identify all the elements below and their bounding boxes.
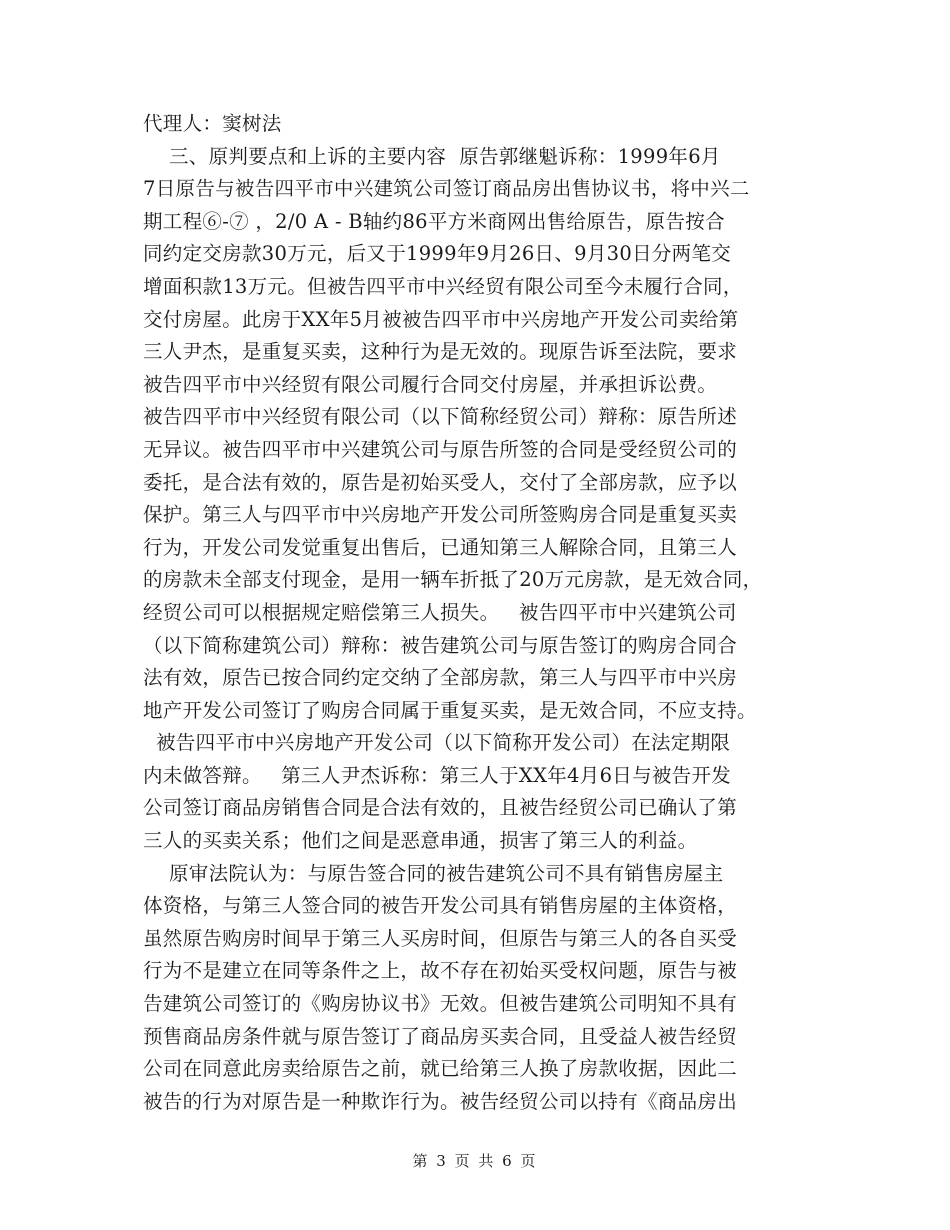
text-line: 法有效，原告已按合同约定交纳了全部房款，第三人与四平市中兴房 (143, 666, 738, 690)
text-line: 7日原告与被告四平市中兴建筑公司签订商品房出售协议书，将中兴二 (143, 177, 750, 201)
text-line: 行为不是建立在同等条件之上，故不存在初始买受权问题，原告与被 (143, 959, 738, 983)
text-line: 被告四平市中兴经贸有限公司履行合同交付房屋，并承担诉讼费。 (143, 372, 718, 396)
text-line: 公司在同意此房卖给原告之前，就已给第三人换了房款收据，因此二 (143, 1057, 738, 1081)
text-line: 行为，开发公司发觉重复出售后，已通知第三人解除合同，且第三人 (143, 535, 738, 559)
text-line: 三人尹杰，是重复买卖，这种行为是无效的。现原告诉至法院，要求 (143, 340, 738, 364)
text-line: 的房款未全部支付现金，是用一辆车折抵了20万元房款，是无效合同， (143, 568, 763, 592)
text-line: 同约定交房款30万元，后又于1999年9月26日、9月30日分两笔交 (143, 242, 732, 266)
text-line: 告建筑公司签订的《购房协议书》无效。但被告建筑公司明知不具有 (143, 992, 738, 1016)
text-line: 无异议。被告四平市中兴建筑公司与原告所签的合同是受经贸公司的 (143, 437, 738, 461)
text-line: （以下简称建筑公司）辩称：被告建筑公司与原告签订的购房合同合 (143, 633, 738, 657)
text-line: 三人的买卖关系；他们之间是恶意串通，损害了第三人的利益。 (143, 829, 698, 853)
document-body (143, 108, 813, 1118)
text-line: 保护。第三人与四平市中兴房地产开发公司所签购房合同是重复买卖 (143, 503, 738, 527)
text-line: 经贸公司可以根据规定赔偿第三人损失。 被告四平市中兴建筑公司 (143, 600, 737, 624)
text-line: 被告四平市中兴房地产开发公司（以下简称开发公司）在法定期限 (143, 731, 731, 755)
text-line: 代理人：窦树法 (143, 112, 282, 135)
text-line: 增面积款13万元。但被告四平市中兴经贸有限公司至今未履行合同， (143, 274, 743, 298)
text-line: 内未做答辩。 第三人尹杰诉称：第三人于XX年4月6日与被告开发 (143, 763, 732, 787)
text-line: 体资格，与第三人签合同的被告开发公司具有销售房屋的主体资格， (143, 894, 738, 918)
text-line: 交付房屋。此房于XX年5月被被告四平市中兴房地产开发公司卖给第 (143, 307, 739, 331)
page-number-footer: 第 3 页 共 6 页 (412, 1152, 538, 1170)
text-line: 虽然原告购房时间早于第三人买房时间，但原告与第三人的各自买受 (143, 926, 738, 950)
text-line: 预售商品房条件就与原告签订了商品房买卖合同，且受益人被告经贸 (143, 1024, 738, 1048)
text-line: 三、原判要点和上诉的主要内容 原告郭继魁诉称：1999年6月 (143, 144, 721, 168)
text-line: 期工程⑥-⑦ ，2/0 A - B轴约86平方米商网出售给原告，原告按合 (143, 209, 725, 233)
text-line: 公司签订商品房销售合同是合法有效的，且被告经贸公司已确认了第 (143, 796, 738, 820)
text-line: 被告的行为对原告是一种欺诈行为。被告经贸公司以持有《商品房出 (143, 1089, 738, 1113)
text-line: 委托，是合法有效的，原告是初始买受人，交付了全部房款，应予以 (143, 470, 738, 494)
text-line: 原审法院认为：与原告签合同的被告建筑公司不具有销售房屋主 (143, 861, 724, 885)
text-line: 地产开发公司签订了购房合同属于重复买卖，是无效合同，不应支持。 (143, 698, 757, 722)
text-line: 被告四平市中兴经贸有限公司（以下简称经贸公司）辩称：原告所述 (143, 405, 738, 429)
